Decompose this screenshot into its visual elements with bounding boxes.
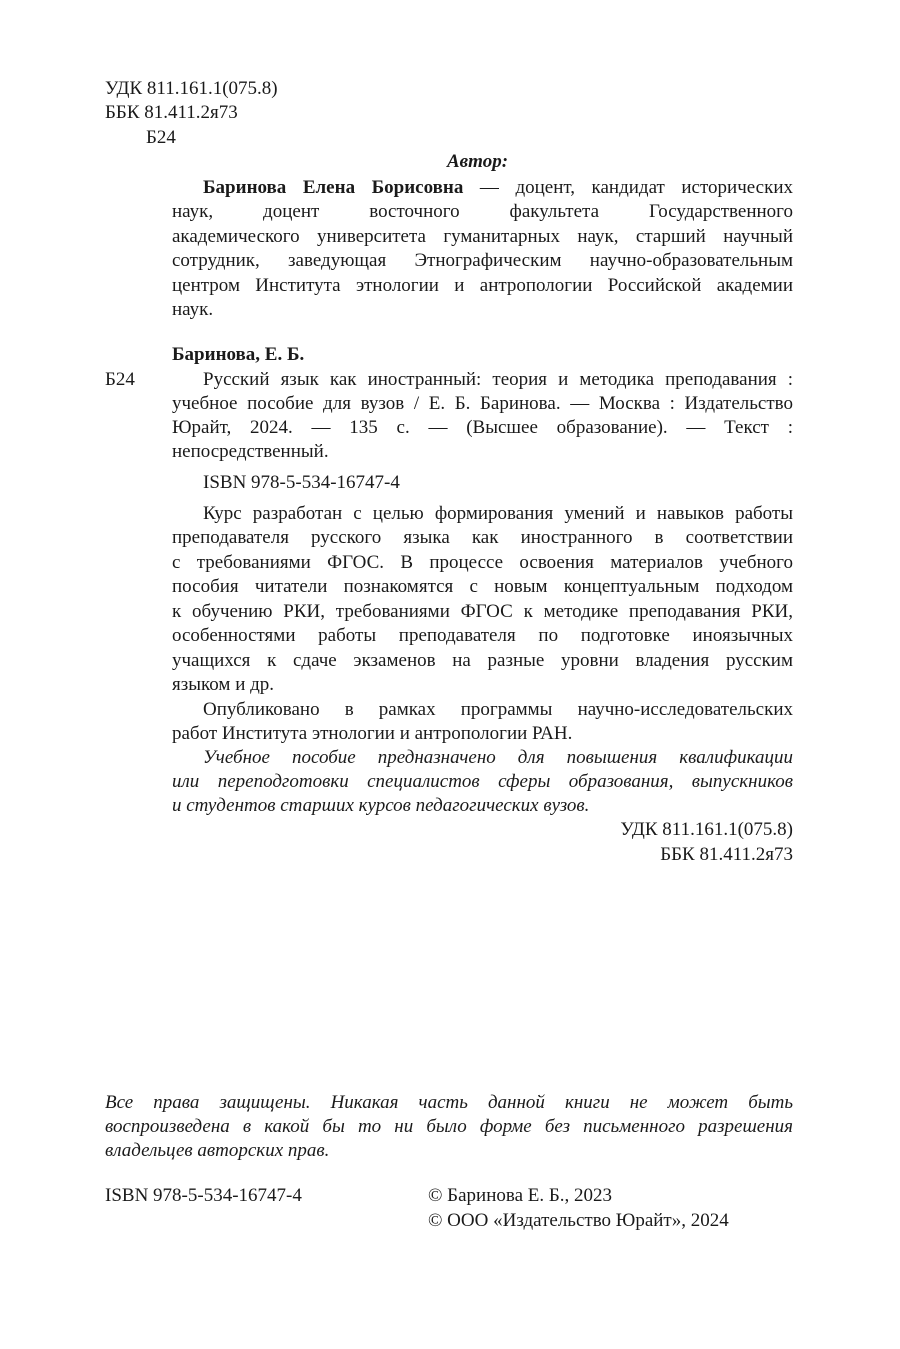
author-line: центром Института этнологии и антропологии Российской академии [172,275,793,296]
abstract-udk: УДК 811.161.1(075.8) [620,819,793,840]
abstract-bbk: ББК 81.411.2я73 [660,844,793,865]
author-line: сотрудник, заведующая Этнографическим научно-образовательным [172,250,793,271]
catalog-line: Юрайт, 2024. — 135 с. — (Высшее образование). — Текст : [172,417,793,438]
catalog-isbn: ISBN 978-5-534-16747-4 [203,472,400,493]
rights-line: воспроизведена в какой бы то ни было форме без письменного разрешения [105,1116,793,1137]
audience-line: и студентов старших курсов педагогических вузов. [172,795,590,816]
copyright-publisher: © ООО «Издательство Юрайт», 2024 [428,1210,729,1231]
catalog-line: непосредственный. [172,441,329,462]
rights-line: владельцев авторских прав. [105,1140,330,1161]
header-udk: УДК 811.161.1(075.8) [105,78,278,99]
author-desc: — доцент, кандидат исторических [463,177,793,198]
published-line: работ Института этнологии и антропологии РАН. [172,723,573,744]
abstract-line: с требованиями ФГОС. В процессе освоения материалов учебного [172,552,793,573]
abstract-line: языком и др. [172,674,275,695]
published-line: Опубликовано в рамках программы научно-исследовательских [203,699,793,720]
abstract-line: преподавателя русского языка как иностранного в соответствии [172,527,793,548]
audience-line: Учебное пособие предназначено для повышения квалификации [203,747,793,768]
author-heading: Автор: [447,151,509,172]
catalog-line: Русский язык как иностранный: теория и методика преподавания : [203,369,793,390]
header-code: Б24 [146,127,176,148]
author-line: академического университета гуманитарных наук, старший научный [172,226,793,247]
abstract-line: особенностями работы преподавателя по подготовке иноязычных [172,625,793,646]
catalog-author: Баринова, Е. Б. [172,344,305,365]
footer-isbn: ISBN 978-5-534-16747-4 [105,1185,302,1206]
catalog-code: Б24 [105,369,135,390]
copyright-author: © Баринова Е. Б., 2023 [428,1185,613,1206]
abstract-line: пособия читатели познакомятся с новым концептуальным подходом [172,576,793,597]
catalog-line: учебное пособие для вузов / Е. Б. Баринова. — Москва : Издательство [172,393,793,414]
author-line: наук, доцент восточного факультета Государственного [172,201,793,222]
author-name: Баринова Елена Борисовна [203,177,464,198]
author-line-1 [203,176,793,200]
rights-line: Все права защищены. Никакая часть данной книги не может быть [105,1092,793,1113]
author-line: наук. [172,299,214,320]
abstract-line: учащихся к сдаче экзаменов на разные уровни владения русским [172,650,793,671]
audience-line: или переподготовки специалистов сферы образования, выпускников [172,771,793,792]
abstract-line: к обучению РКИ, требованиями ФГОС к методике преподавания РКИ, [172,601,793,622]
abstract-line: Курс разработан с целью формирования умений и навыков работы [203,503,793,524]
header-bbk: ББК 81.411.2я73 [105,102,238,123]
